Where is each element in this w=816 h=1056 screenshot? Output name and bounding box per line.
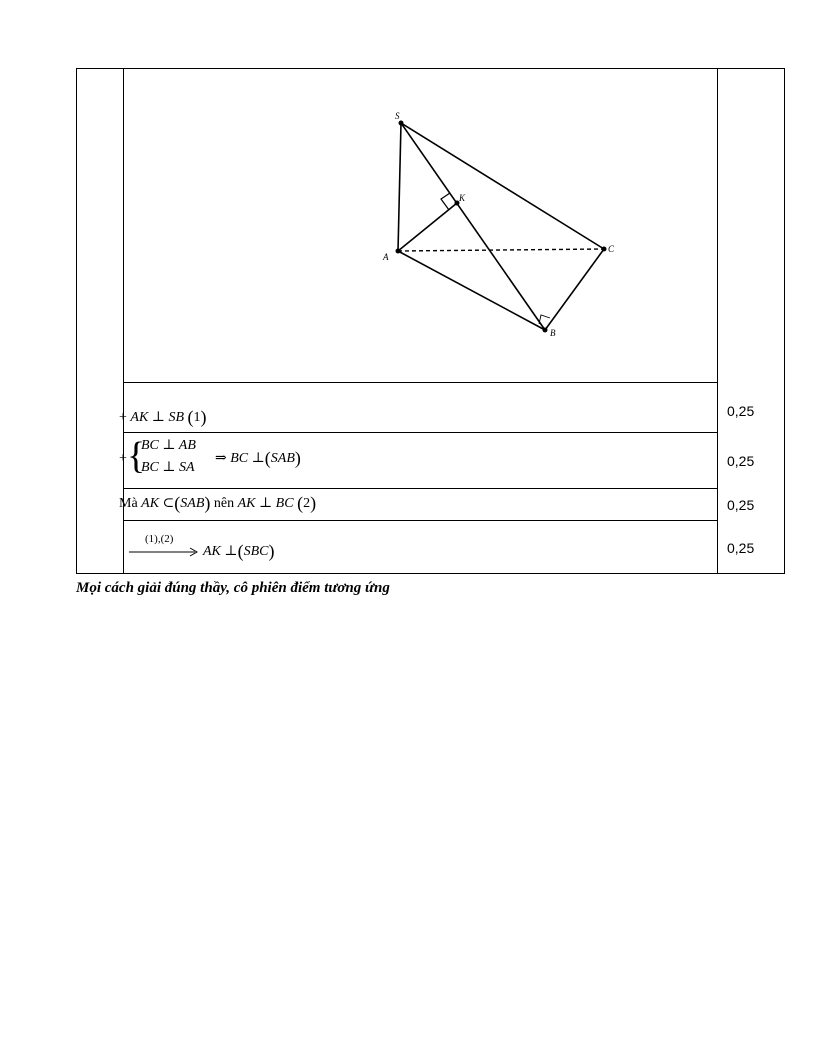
step-row-3: Mà AK ⊂(SAB) nên AK ⊥ BC (2): [119, 493, 317, 513]
implication-arrow: [129, 547, 201, 557]
pyramid-figure: [367, 103, 667, 363]
vertex-label-c: C: [608, 244, 615, 254]
column-divider-right: [717, 69, 718, 573]
step-row-2: + { BC ⊥ AB BC ⊥ SA ⇒ BC ⊥(SAB): [119, 435, 301, 477]
vertex-label-k: K: [459, 193, 466, 203]
step-row-4: (1),(2) AK ⊥(SBC): [119, 531, 419, 567]
score-1: 0,25: [727, 403, 755, 419]
footer-note: Mọi cách giải đúng thầy, cô phiên điểm tương ứng: [76, 580, 390, 596]
step-row-1: + AK ⊥ SB (1): [119, 407, 207, 427]
vertex-label-a: A: [383, 252, 389, 262]
row-divider: [124, 520, 718, 521]
solution-table: [76, 68, 785, 574]
row-divider: [124, 382, 718, 383]
row-divider: [124, 432, 718, 433]
vertex-label-b: B: [550, 328, 556, 338]
score-3: 0,25: [727, 497, 755, 513]
vertex-label-s: S: [395, 111, 400, 121]
score-2: 0,25: [727, 453, 755, 469]
row-divider: [124, 488, 718, 489]
score-4: 0,25: [727, 540, 755, 556]
